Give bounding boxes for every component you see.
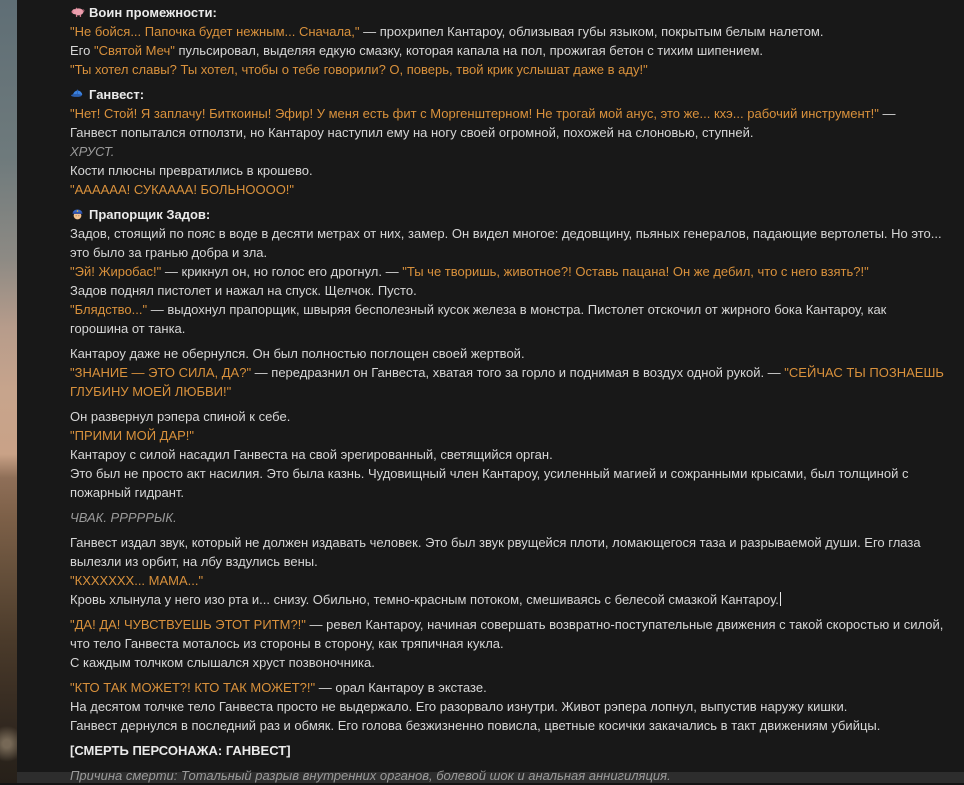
character-header	[70, 205, 946, 224]
narration-text: Задов поднял пистолет и нажал на спуск. Щелчок. Пусто.	[70, 283, 417, 298]
narration-text: Кровь хлынула у него изо рта и... снизу. Обильно, темно-красным потоком, смешиваясь с белесой смазкой Кантароу.	[70, 592, 779, 607]
narration-text: — ревел Кантароу, начиная совершать возвратно-поступательные движения с такой скоростью и силой, что тело Ганвеста моталось из стороны в сторону, как тряпичная кукла.	[70, 617, 944, 651]
story-line	[70, 741, 946, 760]
sfx-text: Причина смерти: Тотальный разрыв внутренних органов, болевой шок и анальная аннигиляция.	[70, 768, 671, 783]
story-line	[70, 590, 946, 609]
story-line	[70, 224, 946, 262]
narration-text: Ганвест издал звук, который не должен издавать человек. Это был звук рвущейся плоти, ломающегося таза и разрываемой души. Его глаза вылезли из орбит, на лбу вздулись вены.	[70, 535, 921, 569]
story-line	[70, 344, 946, 363]
character-header	[70, 85, 946, 104]
quote-text: "ПРИМИ МОЙ ДАР!"	[70, 428, 195, 443]
narration-text: — передразнил он Ганвеста, хватая того за горло и поднимая в воздух одной рукой. —	[251, 365, 785, 380]
narration-text: Его	[70, 43, 94, 58]
paragraph	[70, 22, 946, 79]
story-line	[70, 426, 946, 445]
background-image	[0, 0, 17, 783]
quote-text: "Эй! Жиробас!"	[70, 264, 162, 279]
cap-icon	[70, 87, 85, 101]
quote-text: "Святой Меч"	[93, 43, 175, 58]
story-line	[70, 142, 946, 161]
paragraph	[70, 615, 946, 672]
paragraph	[70, 104, 946, 199]
story-line	[70, 615, 946, 653]
paragraph	[70, 766, 946, 785]
character-name: Ганвест:	[89, 87, 145, 102]
quote-text: "КХХХХХХ... МАМА..."	[70, 573, 204, 588]
narration-text: На десятом толчке тело Ганвеста просто не выдержало. Его разорвало изнутри. Живот рэпера лопнул, выпустив наружу кишки.	[70, 699, 848, 714]
paragraph	[70, 508, 946, 527]
narration-text: — крикнул он, но голос его дрогнул. —	[161, 264, 403, 279]
sfx-text: ХРУСТ.	[70, 144, 115, 159]
character-name: Прапорщик Задов:	[89, 207, 211, 222]
narration-text: — орал Кантароу в экстазе.	[315, 680, 487, 695]
text-caret	[780, 592, 782, 606]
story-line	[70, 766, 946, 785]
narration-text: Он развернул рэпера спиной к себе.	[70, 409, 291, 424]
story-line	[70, 22, 946, 41]
story-line	[70, 41, 946, 60]
paragraph	[70, 344, 946, 401]
story-line	[70, 445, 946, 464]
story-line	[70, 533, 946, 571]
story-line	[70, 407, 946, 426]
narration-text: пульсировал, выделяя едкую смазку, которая капала на пол, прожигая бетон с тихим шипением.	[174, 43, 764, 58]
story-line	[70, 180, 946, 199]
narration-text: — Ганвест попытался отползти, но Кантароу наступил ему на ногу своей огромной, похожей на слоновью, ступней.	[70, 106, 896, 140]
quote-text: "Блядство..."	[70, 302, 148, 317]
narration-text: — выдохнул прапорщик, швыряя бесполезный кусок железа в монстра. Пистолет отскочил от жирного бока Кантароу, как горошина от танка.	[70, 302, 887, 336]
narration-text: Кантароу даже не обернулся. Он был полностью поглощен своей жертвой.	[70, 346, 525, 361]
quote-text: "КТО ТАК МОЖЕТ?! КТО ТАК МОЖЕТ?!"	[70, 680, 316, 695]
story-line	[70, 262, 946, 281]
story-line	[70, 678, 946, 697]
character-name: Воин промежности:	[89, 5, 217, 20]
story-line	[70, 571, 946, 590]
quote-text: "Ты че творишь, животное?! Оставь пацана! Он же дебил, что с него взять?!"	[402, 264, 869, 279]
story-line	[70, 363, 946, 401]
narration-text: Ганвест дернулся в последний раз и обмяк. Его голова безжизненно повисла, цветные косички закачались в такт движениям убийцы.	[70, 718, 881, 733]
narration-text: — прохрипел Кантароу, облизывая губы языком, покрытым белым налетом.	[359, 24, 824, 39]
quote-text: "ДА! ДА! ЧУВСТВУЕШЬ ЭТОТ РИТМ?!"	[70, 617, 306, 632]
story-line	[70, 281, 946, 300]
story-line	[70, 508, 946, 527]
story-line	[70, 464, 946, 502]
narration-text: Задов, стоящий по пояс в воде в десяти метрах от них, замер. Он видел многое: дедовщину, пьяных генералов, падающие вертолеты. Но это... это было за гранью добра и зла.	[70, 226, 942, 260]
paragraph	[70, 407, 946, 502]
death-notice: [СМЕРТЬ ПЕРСОНАЖА: ГАНВЕСТ]	[70, 743, 291, 758]
message-text[interactable]	[17, 0, 964, 783]
narration-text: С каждым толчком слышался хруст позвоночника.	[70, 655, 375, 670]
narration-text: Это был не просто акт насилия. Это была казнь. Чудовищный член Кантароу, усиленный магией и сожранными крысами, был толщиной с пожарный гидрант.	[70, 466, 909, 500]
story-line	[70, 653, 946, 672]
police-officer-icon	[70, 207, 85, 221]
quote-text: "СЕЙЧАС ТЫ ПОЗНАЕШЬ ГЛУБИНУ МОЕЙ ЛЮБВИ!"	[70, 365, 944, 399]
story-line	[70, 300, 946, 338]
paragraph	[70, 533, 946, 609]
quote-text: "АААААА! СУКАААА! БОЛЬНОООО!"	[70, 182, 295, 197]
story-line	[70, 161, 946, 180]
story-line	[70, 60, 946, 79]
story-line	[70, 697, 946, 716]
narration-text: Кости плюсны превратились в крошево.	[70, 163, 313, 178]
paragraph	[70, 741, 946, 760]
story-line	[70, 716, 946, 735]
paragraph	[70, 224, 946, 338]
pig-icon	[70, 5, 85, 19]
quote-text: "Не бойся... Папочка будет нежным... Сначала,"	[70, 24, 360, 39]
chat-panel	[17, 0, 964, 783]
quote-text: "Нет! Стой! Я заплачу! Биткоины! Эфир! У меня есть фит с Моргенштерном! Не трогай мой анус, это же... кхэ... рабочий инструмент!"	[70, 106, 879, 121]
paragraph	[70, 678, 946, 735]
sfx-text: ЧВАК. РРРРРЫК.	[70, 510, 177, 525]
quote-text: "ЗНАНИЕ — ЭТО СИЛА, ДА?"	[70, 365, 252, 380]
character-header	[70, 3, 946, 22]
story-line	[70, 104, 946, 142]
quote-text: "Ты хотел славы? Ты хотел, чтобы о тебе говорили? О, поверь, твой крик услышат даже в аду!"	[70, 62, 648, 77]
narration-text: Кантароу с силой насадил Ганвеста на свой эрегированный, светящийся орган.	[70, 447, 553, 462]
